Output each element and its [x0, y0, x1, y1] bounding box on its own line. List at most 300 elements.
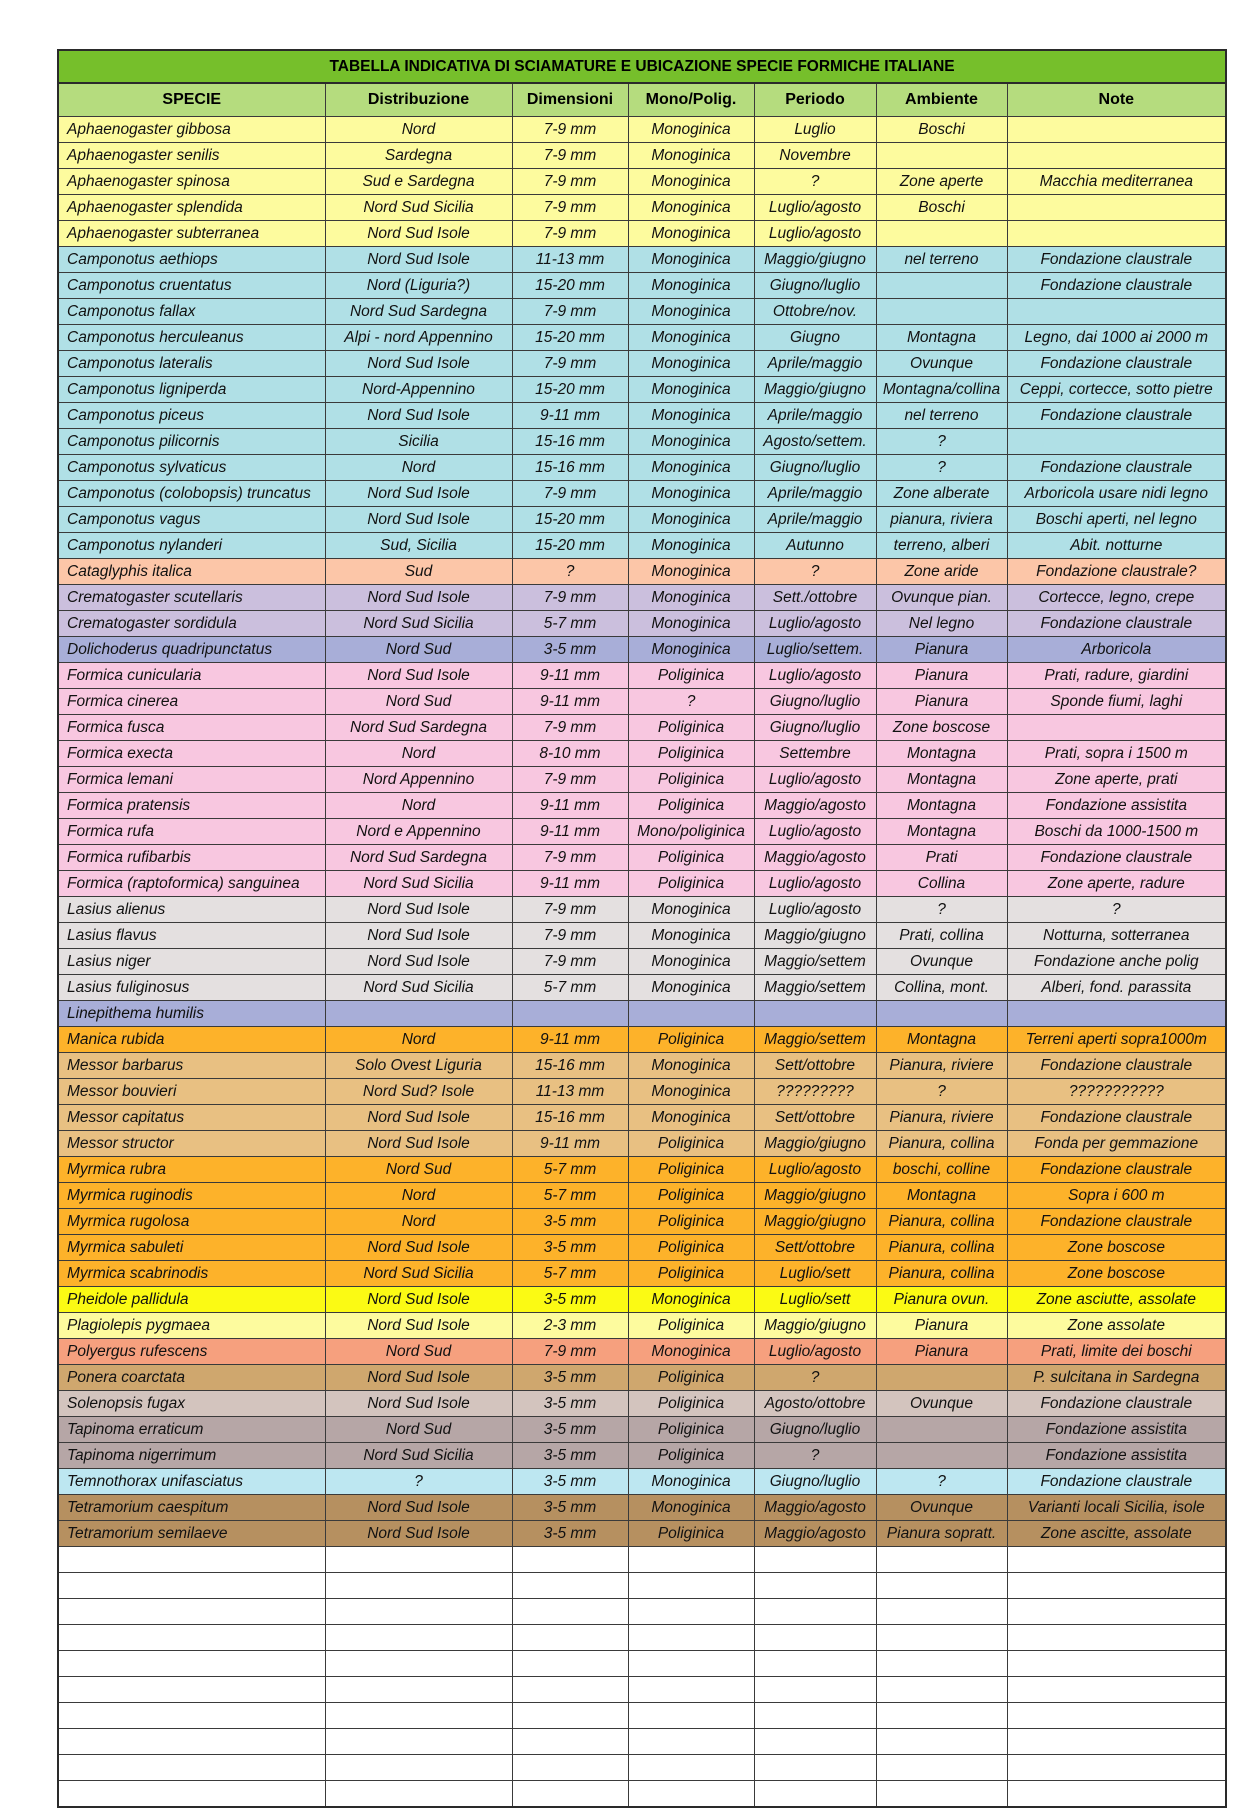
blank-cell-dimensioni	[512, 1729, 628, 1755]
cell-mono-polig: Poliginica	[628, 1235, 754, 1261]
cell-mono-polig: Monoginica	[628, 585, 754, 611]
table-row	[58, 533, 1226, 559]
cell-note: Fondazione claustrale	[1007, 1469, 1226, 1495]
cell-dimensioni: 9-11 mm	[512, 819, 628, 845]
cell-ambiente: Montagna	[876, 793, 1007, 819]
cell-ambiente: terreno, alberi	[876, 533, 1007, 559]
blank-cell-note	[1007, 1781, 1226, 1808]
cell-dimensioni: 3-5 mm	[512, 1209, 628, 1235]
blank-cell-dimensioni	[512, 1599, 628, 1625]
cell-note: Zone ascitte, assolate	[1007, 1521, 1226, 1547]
table-row	[58, 481, 1226, 507]
cell-distribuzione: Nord Sud	[325, 689, 512, 715]
cell-specie: Camponotus piceus	[58, 403, 325, 429]
blank-cell-distribuzione	[325, 1651, 512, 1677]
blank-cell-ambiente	[876, 1755, 1007, 1781]
blank-cell-ambiente	[876, 1625, 1007, 1651]
cell-dimensioni: 8-10 mm	[512, 741, 628, 767]
cell-mono-polig: Monoginica	[628, 611, 754, 637]
cell-mono-polig: Monoginica	[628, 247, 754, 273]
blank-cell-periodo	[754, 1703, 876, 1729]
table-row	[58, 247, 1226, 273]
cell-distribuzione: Nord Sud Sicilia	[325, 975, 512, 1001]
cell-ambiente: Pianura, collina	[876, 1209, 1007, 1235]
table-row	[58, 975, 1226, 1001]
cell-periodo: Maggio/giugno	[754, 377, 876, 403]
cell-note: Fondazione claustrale	[1007, 273, 1226, 299]
cell-mono-polig: Monoginica	[628, 1079, 754, 1105]
cell-mono-polig: Poliginica	[628, 1417, 754, 1443]
table-row	[58, 793, 1226, 819]
cell-specie: Formica execta	[58, 741, 325, 767]
blank-row	[58, 1781, 1226, 1808]
table-row	[58, 1079, 1226, 1105]
cell-ambiente	[876, 143, 1007, 169]
cell-mono-polig: Poliginica	[628, 1391, 754, 1417]
table-row	[58, 923, 1226, 949]
cell-dimensioni: 9-11 mm	[512, 1027, 628, 1053]
cell-ambiente: Zone aperte	[876, 169, 1007, 195]
blank-cell-ambiente	[876, 1573, 1007, 1599]
cell-note: Fondazione claustrale	[1007, 455, 1226, 481]
cell-dimensioni: 5-7 mm	[512, 1157, 628, 1183]
cell-dimensioni: 7-9 mm	[512, 143, 628, 169]
cell-note	[1007, 299, 1226, 325]
cell-distribuzione: ?	[325, 1469, 512, 1495]
table-row	[58, 377, 1226, 403]
cell-ambiente: Prati, collina	[876, 923, 1007, 949]
cell-periodo: Sett/ottobre	[754, 1235, 876, 1261]
cell-specie: Messor capitatus	[58, 1105, 325, 1131]
cell-specie: Camponotus herculeanus	[58, 325, 325, 351]
cell-specie: Crematogaster scutellaris	[58, 585, 325, 611]
cell-ambiente: Montagna	[876, 819, 1007, 845]
cell-periodo: ?	[754, 559, 876, 585]
cell-distribuzione: Nord Sud Isole	[325, 949, 512, 975]
cell-ambiente: Montagna	[876, 1183, 1007, 1209]
cell-mono-polig: Monoginica	[628, 637, 754, 663]
cell-mono-polig: Poliginica	[628, 1443, 754, 1469]
cell-note: Fondazione claustrale	[1007, 403, 1226, 429]
cell-dimensioni: 9-11 mm	[512, 1131, 628, 1157]
cell-note: Arboricola usare nidi legno	[1007, 481, 1226, 507]
cell-distribuzione: Nord Appennino	[325, 767, 512, 793]
blank-cell-specie	[58, 1625, 325, 1651]
cell-periodo: Maggio/agosto	[754, 1495, 876, 1521]
cell-distribuzione: Nord-Appennino	[325, 377, 512, 403]
cell-dimensioni: 3-5 mm	[512, 1443, 628, 1469]
cell-mono-polig: Monoginica	[628, 1105, 754, 1131]
cell-periodo: Settembre	[754, 741, 876, 767]
table-row	[58, 143, 1226, 169]
cell-periodo: Maggio/giugno	[754, 1183, 876, 1209]
cell-dimensioni: 3-5 mm	[512, 1235, 628, 1261]
cell-note: Fondazione assistita	[1007, 1443, 1226, 1469]
cell-note: Arboricola	[1007, 637, 1226, 663]
cell-ambiente: Pianura ovun.	[876, 1287, 1007, 1313]
blank-cell-dimensioni	[512, 1547, 628, 1573]
blank-cell-ambiente	[876, 1599, 1007, 1625]
table-row	[58, 117, 1226, 143]
cell-dimensioni: 3-5 mm	[512, 637, 628, 663]
cell-distribuzione: Nord Sud Sicilia	[325, 1443, 512, 1469]
cell-periodo: Aprile/maggio	[754, 403, 876, 429]
table-row	[58, 1053, 1226, 1079]
cell-mono-polig: Monoginica	[628, 429, 754, 455]
cell-mono-polig: Poliginica	[628, 1131, 754, 1157]
blank-cell-mono-polig	[628, 1703, 754, 1729]
table-row	[58, 1417, 1226, 1443]
cell-ambiente: Ovunque	[876, 1495, 1007, 1521]
cell-distribuzione: Nord Sud Isole	[325, 1391, 512, 1417]
cell-ambiente: Pianura, riviere	[876, 1105, 1007, 1131]
cell-dimensioni: 5-7 mm	[512, 1183, 628, 1209]
cell-distribuzione: Sud	[325, 559, 512, 585]
cell-ambiente: Montagna/collina	[876, 377, 1007, 403]
cell-specie: Camponotus lateralis	[58, 351, 325, 377]
cell-ambiente: Nel legno	[876, 611, 1007, 637]
cell-note: Fondazione claustrale	[1007, 845, 1226, 871]
cell-distribuzione: Solo Ovest Liguria	[325, 1053, 512, 1079]
blank-row	[58, 1599, 1226, 1625]
cell-ambiente: ?	[876, 1469, 1007, 1495]
cell-ambiente: Pianura	[876, 663, 1007, 689]
cell-periodo: Giugno	[754, 325, 876, 351]
blank-cell-periodo	[754, 1599, 876, 1625]
cell-note: Fondazione claustrale?	[1007, 559, 1226, 585]
cell-distribuzione: Sud, Sicilia	[325, 533, 512, 559]
cell-specie: Camponotus nylanderi	[58, 533, 325, 559]
species-table	[57, 49, 1227, 1808]
cell-distribuzione: Nord	[325, 793, 512, 819]
cell-dimensioni: 7-9 mm	[512, 195, 628, 221]
blank-cell-specie	[58, 1781, 325, 1808]
cell-dimensioni: 11-13 mm	[512, 247, 628, 273]
cell-distribuzione: Nord Sud Sicilia	[325, 611, 512, 637]
cell-dimensioni: 15-16 mm	[512, 1053, 628, 1079]
cell-dimensioni: 7-9 mm	[512, 923, 628, 949]
cell-distribuzione: Nord Sud Isole	[325, 403, 512, 429]
cell-note: ???????????	[1007, 1079, 1226, 1105]
cell-specie: Tetramorium caespitum	[58, 1495, 325, 1521]
cell-distribuzione: Alpi - nord Appennino	[325, 325, 512, 351]
cell-ambiente: Zone alberate	[876, 481, 1007, 507]
cell-mono-polig: Monoginica	[628, 169, 754, 195]
header-specie: SPECIE	[58, 83, 325, 117]
blank-cell-specie	[58, 1651, 325, 1677]
cell-ambiente: Pianura, riviere	[876, 1053, 1007, 1079]
cell-note: Fondazione claustrale	[1007, 351, 1226, 377]
cell-note: Zone assolate	[1007, 1313, 1226, 1339]
blank-cell-note	[1007, 1599, 1226, 1625]
cell-distribuzione: Nord Sud Isole	[325, 585, 512, 611]
table-row	[58, 1027, 1226, 1053]
cell-mono-polig: Monoginica	[628, 221, 754, 247]
table-row	[58, 1391, 1226, 1417]
cell-specie: Lasius niger	[58, 949, 325, 975]
cell-dimensioni: 7-9 mm	[512, 221, 628, 247]
cell-note: Prati, limite dei boschi	[1007, 1339, 1226, 1365]
cell-mono-polig: Monoginica	[628, 533, 754, 559]
cell-ambiente: Pianura	[876, 689, 1007, 715]
cell-specie: Plagiolepis pygmaea	[58, 1313, 325, 1339]
cell-ambiente	[876, 1365, 1007, 1391]
cell-note: Fondazione claustrale	[1007, 1391, 1226, 1417]
cell-dimensioni: 3-5 mm	[512, 1417, 628, 1443]
table-row	[58, 507, 1226, 533]
cell-periodo: Sett./ottobre	[754, 585, 876, 611]
blank-cell-mono-polig	[628, 1651, 754, 1677]
cell-note: Terreni aperti sopra1000m	[1007, 1027, 1226, 1053]
cell-note: Fondazione claustrale	[1007, 1053, 1226, 1079]
blank-cell-specie	[58, 1573, 325, 1599]
blank-cell-note	[1007, 1573, 1226, 1599]
cell-distribuzione: Nord Sud Isole	[325, 1235, 512, 1261]
cell-dimensioni: 7-9 mm	[512, 481, 628, 507]
cell-ambiente: Montagna	[876, 741, 1007, 767]
cell-periodo: Luglio/agosto	[754, 1339, 876, 1365]
cell-mono-polig: Monoginica	[628, 923, 754, 949]
blank-row	[58, 1703, 1226, 1729]
cell-mono-polig: Monoginica	[628, 299, 754, 325]
cell-dimensioni: 9-11 mm	[512, 689, 628, 715]
cell-distribuzione: Nord Sud	[325, 1339, 512, 1365]
cell-periodo: Maggio/giugno	[754, 1209, 876, 1235]
cell-distribuzione: Nord Sud Isole	[325, 1495, 512, 1521]
blank-cell-mono-polig	[628, 1625, 754, 1651]
table-row	[58, 1001, 1226, 1027]
cell-ambiente: Montagna	[876, 1027, 1007, 1053]
cell-distribuzione: Nord	[325, 1183, 512, 1209]
cell-note: Varianti locali Sicilia, isole	[1007, 1495, 1226, 1521]
cell-distribuzione: Nord Sud Isole	[325, 507, 512, 533]
cell-periodo: Luglio/agosto	[754, 195, 876, 221]
cell-distribuzione: Nord Sud Isole	[325, 351, 512, 377]
cell-note: Fonda per gemmazione	[1007, 1131, 1226, 1157]
cell-ambiente	[876, 1417, 1007, 1443]
blank-cell-dimensioni	[512, 1781, 628, 1808]
cell-periodo: Maggio/giugno	[754, 1131, 876, 1157]
header-periodo: Periodo	[754, 83, 876, 117]
header-mono-polig: Mono/Polig.	[628, 83, 754, 117]
cell-dimensioni: 3-5 mm	[512, 1469, 628, 1495]
blank-cell-specie	[58, 1677, 325, 1703]
cell-periodo: Luglio/agosto	[754, 663, 876, 689]
cell-specie: Polyergus rufescens	[58, 1339, 325, 1365]
blank-cell-periodo	[754, 1573, 876, 1599]
blank-cell-ambiente	[876, 1781, 1007, 1808]
cell-dimensioni: 9-11 mm	[512, 871, 628, 897]
cell-mono-polig: Poliginica	[628, 1209, 754, 1235]
cell-ambiente: boschi, colline	[876, 1157, 1007, 1183]
cell-note: Zone boscose	[1007, 1261, 1226, 1287]
cell-ambiente: Pianura, collina	[876, 1235, 1007, 1261]
cell-dimensioni: 7-9 mm	[512, 1339, 628, 1365]
table-row	[58, 325, 1226, 351]
cell-periodo: Luglio/agosto	[754, 611, 876, 637]
cell-dimensioni: 5-7 mm	[512, 975, 628, 1001]
cell-ambiente: ?	[876, 897, 1007, 923]
cell-distribuzione: Nord Sud? Isole	[325, 1079, 512, 1105]
cell-note	[1007, 1001, 1226, 1027]
cell-specie: Aphaenogaster gibbosa	[58, 117, 325, 143]
cell-note: Zone aperte, radure	[1007, 871, 1226, 897]
cell-specie: Aphaenogaster splendida	[58, 195, 325, 221]
cell-ambiente: Pianura	[876, 637, 1007, 663]
cell-dimensioni: 5-7 mm	[512, 611, 628, 637]
cell-dimensioni: 7-9 mm	[512, 897, 628, 923]
cell-periodo: Maggio/agosto	[754, 1521, 876, 1547]
cell-dimensioni: 7-9 mm	[512, 299, 628, 325]
cell-mono-polig: Monoginica	[628, 143, 754, 169]
cell-mono-polig: Monoginica	[628, 481, 754, 507]
cell-mono-polig: Poliginica	[628, 845, 754, 871]
blank-cell-distribuzione	[325, 1677, 512, 1703]
cell-specie: Lasius alienus	[58, 897, 325, 923]
table-row	[58, 1469, 1226, 1495]
cell-mono-polig: Poliginica	[628, 1261, 754, 1287]
cell-ambiente: Zone boscose	[876, 715, 1007, 741]
cell-distribuzione: Nord	[325, 1209, 512, 1235]
cell-ambiente: Ovunque	[876, 949, 1007, 975]
blank-cell-mono-polig	[628, 1729, 754, 1755]
cell-specie: Linepithema humilis	[58, 1001, 325, 1027]
cell-distribuzione: Nord Sud	[325, 1157, 512, 1183]
cell-distribuzione: Nord Sud Sardegna	[325, 845, 512, 871]
cell-periodo: Luglio/agosto	[754, 767, 876, 793]
cell-distribuzione: Nord Sud Isole	[325, 663, 512, 689]
cell-ambiente: Pianura, collina	[876, 1261, 1007, 1287]
table-row	[58, 1183, 1226, 1209]
table-row	[58, 273, 1226, 299]
cell-dimensioni: 5-7 mm	[512, 1261, 628, 1287]
cell-mono-polig: Poliginica	[628, 1157, 754, 1183]
cell-periodo: Maggio/giugno	[754, 923, 876, 949]
blank-cell-distribuzione	[325, 1573, 512, 1599]
cell-dimensioni: 7-9 mm	[512, 585, 628, 611]
cell-mono-polig: Monoginica	[628, 455, 754, 481]
cell-specie: Camponotus aethiops	[58, 247, 325, 273]
cell-note: Fondazione assistita	[1007, 1417, 1226, 1443]
blank-cell-dimensioni	[512, 1651, 628, 1677]
cell-note: Fondazione claustrale	[1007, 1105, 1226, 1131]
cell-specie: Formica rufa	[58, 819, 325, 845]
cell-specie: Messor barbarus	[58, 1053, 325, 1079]
table-row	[58, 767, 1226, 793]
table-row	[58, 429, 1226, 455]
blank-cell-note	[1007, 1651, 1226, 1677]
blank-cell-note	[1007, 1729, 1226, 1755]
cell-periodo: Giugno/luglio	[754, 689, 876, 715]
cell-dimensioni: 7-9 mm	[512, 715, 628, 741]
blank-cell-periodo	[754, 1651, 876, 1677]
cell-specie: Formica pratensis	[58, 793, 325, 819]
table-row	[58, 1235, 1226, 1261]
cell-distribuzione: Nord	[325, 1027, 512, 1053]
cell-distribuzione: Nord Sud Isole	[325, 221, 512, 247]
cell-mono-polig: ?	[628, 689, 754, 715]
cell-specie: Camponotus cruentatus	[58, 273, 325, 299]
cell-ambiente	[876, 273, 1007, 299]
cell-note: Boschi da 1000-1500 m	[1007, 819, 1226, 845]
cell-distribuzione: Nord Sud Isole	[325, 1365, 512, 1391]
cell-periodo: Ottobre/nov.	[754, 299, 876, 325]
cell-note: Ceppi, cortecce, sotto pietre	[1007, 377, 1226, 403]
table-row	[58, 741, 1226, 767]
blank-row	[58, 1755, 1226, 1781]
cell-ambiente: Collina, mont.	[876, 975, 1007, 1001]
table-row	[58, 1105, 1226, 1131]
cell-ambiente: ?	[876, 1079, 1007, 1105]
cell-note: Zone boscose	[1007, 1235, 1226, 1261]
cell-note: Fondazione claustrale	[1007, 611, 1226, 637]
cell-dimensioni: 7-9 mm	[512, 117, 628, 143]
blank-cell-dimensioni	[512, 1625, 628, 1651]
cell-periodo: Aprile/maggio	[754, 507, 876, 533]
cell-specie: Lasius fuliginosus	[58, 975, 325, 1001]
cell-periodo: Aprile/maggio	[754, 351, 876, 377]
blank-cell-note	[1007, 1677, 1226, 1703]
table-row	[58, 1443, 1226, 1469]
table-row	[58, 663, 1226, 689]
table-row	[58, 169, 1226, 195]
table-row	[58, 351, 1226, 377]
cell-specie: Formica rufibarbis	[58, 845, 325, 871]
cell-specie: Formica lemani	[58, 767, 325, 793]
cell-periodo: ?	[754, 169, 876, 195]
cell-distribuzione: Nord Sud Isole	[325, 1105, 512, 1131]
cell-note: Fondazione claustrale	[1007, 1157, 1226, 1183]
cell-periodo: Agosto/settem.	[754, 429, 876, 455]
cell-specie: Solenopsis fugax	[58, 1391, 325, 1417]
blank-cell-mono-polig	[628, 1547, 754, 1573]
cell-ambiente: Montagna	[876, 325, 1007, 351]
cell-mono-polig: Poliginica	[628, 741, 754, 767]
cell-ambiente: ?	[876, 455, 1007, 481]
table-row	[58, 299, 1226, 325]
cell-specie: Camponotus pilicornis	[58, 429, 325, 455]
cell-distribuzione: Nord (Liguria?)	[325, 273, 512, 299]
cell-periodo	[754, 1001, 876, 1027]
cell-ambiente	[876, 221, 1007, 247]
cell-note: Alberi, fond. parassita	[1007, 975, 1226, 1001]
cell-note	[1007, 715, 1226, 741]
table-row	[58, 637, 1226, 663]
table-row	[58, 455, 1226, 481]
cell-specie: Aphaenogaster senilis	[58, 143, 325, 169]
cell-dimensioni: 3-5 mm	[512, 1365, 628, 1391]
blank-row	[58, 1573, 1226, 1599]
blank-row	[58, 1729, 1226, 1755]
blank-cell-specie	[58, 1729, 325, 1755]
blank-row	[58, 1651, 1226, 1677]
cell-note: Zone asciutte, assolate	[1007, 1287, 1226, 1313]
cell-dimensioni: 9-11 mm	[512, 403, 628, 429]
cell-ambiente: Boschi	[876, 195, 1007, 221]
cell-specie: Formica fusca	[58, 715, 325, 741]
blank-row	[58, 1677, 1226, 1703]
cell-distribuzione: Nord Sud Isole	[325, 1287, 512, 1313]
blank-cell-dimensioni	[512, 1703, 628, 1729]
cell-dimensioni: 3-5 mm	[512, 1495, 628, 1521]
cell-dimensioni: 7-9 mm	[512, 169, 628, 195]
table-row	[58, 689, 1226, 715]
cell-distribuzione: Sicilia	[325, 429, 512, 455]
table-header-row	[58, 83, 1226, 117]
cell-mono-polig: Poliginica	[628, 1365, 754, 1391]
cell-mono-polig: Poliginica	[628, 793, 754, 819]
blank-cell-specie	[58, 1599, 325, 1625]
